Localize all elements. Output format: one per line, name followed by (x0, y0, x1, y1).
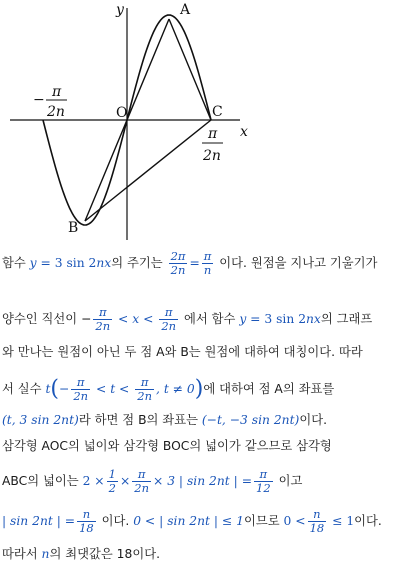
text-l5-d: 이다. (299, 413, 327, 427)
text-l4-a: 서 실수 (2, 382, 46, 396)
left-tick-num: π (52, 84, 62, 100)
math-nx: nx (96, 256, 112, 270)
coord-a: (t, 3 sin 2nt) (2, 413, 79, 427)
solution-line-1 (2, 250, 398, 277)
frac-l4-right: $\frac{\pi}{2n}$ (137, 375, 152, 403)
sine-graph-figure (0, 0, 400, 240)
frac-period: $\frac{2\pi}{2n}$ (170, 249, 186, 277)
text-l1-b: 의 주기는 (111, 256, 163, 270)
math-x: x (132, 312, 140, 326)
solution-line-4: 서 실수 t(− $\frac{\pi}{2n}$ < t < $\frac{\pi}{2n}$ , t ≠ 0)에 대하여 점 A의 좌표를 (2, 375, 335, 403)
frac-half: $\frac{1}{2}$ (108, 467, 116, 495)
text-l4-b: 에 대하여 점 A의 좌표를 (203, 382, 335, 396)
solution-line-3 (2, 344, 398, 360)
text-l8-b: 이다. (97, 514, 134, 528)
math-eq2: = (189, 256, 200, 270)
frac-period-simplified: $\frac{\pi}{n}$ (203, 249, 212, 277)
math-eq: = 3 sin 2 (36, 256, 97, 270)
solution-line-6 (2, 438, 398, 454)
text-l2-c: 의 그래프 (320, 312, 373, 326)
right-tick-num: π (208, 126, 218, 142)
text-l2-a: 양수인 직선이 − (2, 312, 92, 326)
solution-line-5 (2, 412, 398, 428)
frac-pi-12: $\frac{\pi}{12}$ (256, 467, 271, 495)
text-l7-e: 이고 (274, 474, 303, 488)
frac-l2-left: $\frac{\pi}{2n}$ (95, 305, 111, 333)
text-l9-b: 의 최댓값은 18이다. (49, 547, 160, 561)
origin-label: O (116, 105, 128, 121)
solution-line-8: | sin 2nt | = $\frac{n}{18}$ 이다. 0 < | sin 2nt | ≤ 1이므로 0 < $\frac{n}{18}$ ≤ 1이다. (2, 507, 382, 535)
left-tick-sign: − (33, 92, 45, 108)
solution-line-9 (2, 546, 398, 562)
text-l7-a: ABC의 넓이는 (2, 474, 83, 488)
text-l1-a: 함수 (2, 256, 30, 270)
line-ac (169, 19, 211, 120)
frac-l2-right: $\frac{\pi}{2n}$ (161, 305, 177, 333)
solution-line-2: 양수인 직선이 − $\frac{\pi}{2n}$ < x < $\frac{\pi}{2n}$ 에서 함수 y = 3 sin 2nx의 그래프 (2, 305, 373, 333)
point-a-label: A (180, 2, 191, 18)
frac-n-18: $\frac{n}{18}$ (79, 507, 94, 535)
text-l3: 와 만나는 원점이 아닌 두 점 A와 B는 원점에 대하여 대칭이다. 따라 (2, 345, 363, 359)
left-tick-den: 2n (47, 104, 65, 120)
text-l8-g: 이다. (354, 514, 382, 528)
point-c-label: C (212, 104, 223, 120)
solution-line-7: ABC의 넓이는 2 × $\frac{1}{2}$ × $\frac{\pi}{2n}$ × 3 | sin 2nt | = $\frac{\pi}{12}$ 이고 (2, 467, 303, 495)
frac-n-18-2: $\frac{n}{18}$ (309, 507, 325, 535)
frac-pi-2n: $\frac{\pi}{2n}$ (134, 467, 149, 495)
text-l2-b: 에서 함수 (180, 312, 240, 326)
text-l9-a: 따라서 (2, 547, 42, 561)
math-n: n (41, 547, 50, 561)
coord-b: (−t, −3 sin 2nt) (201, 413, 300, 427)
text-l5-b: 라 하면 점 B의 좌표는 (78, 413, 202, 427)
math-y: y (29, 256, 37, 270)
line-bc (85, 120, 211, 221)
point-b-label: B (68, 220, 79, 236)
x-axis-label: x (240, 124, 248, 140)
right-tick-den: 2n (203, 148, 221, 164)
y-axis-label: y (116, 2, 124, 18)
text-l6: 삼각형 AOC의 넓이와 삼각형 BOC의 넓이가 같으므로 삼각형 (2, 439, 332, 453)
frac-l4-left: $\frac{\pi}{2n}$ (73, 375, 89, 403)
text-l1-c: 이다. 원점을 지나고 기울기가 (215, 256, 378, 270)
